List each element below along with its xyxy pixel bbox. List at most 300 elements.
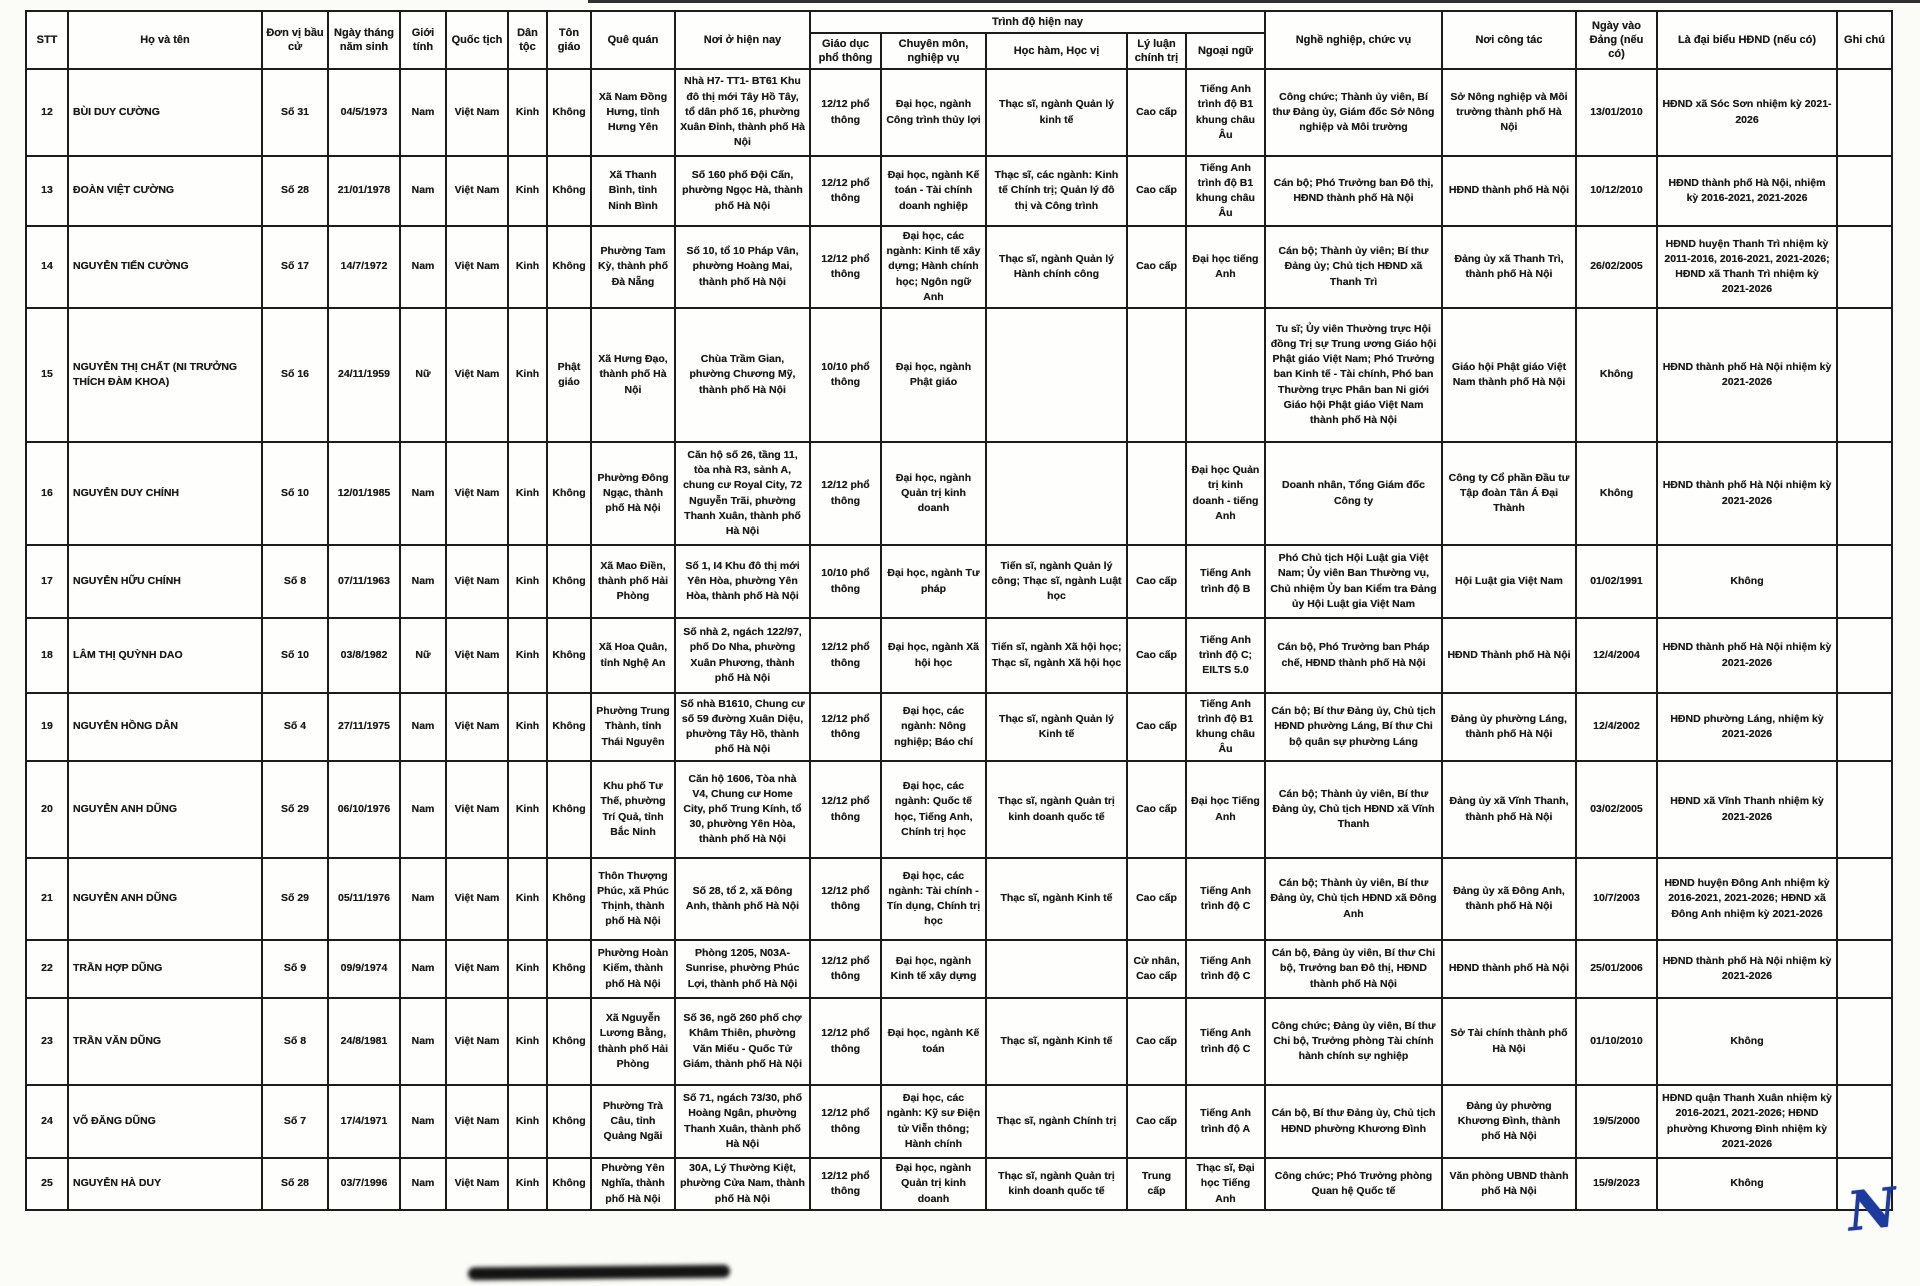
cell: Kinh: [508, 998, 547, 1085]
cell: Văn phòng UBND thành phố Hà Nội: [1442, 1158, 1576, 1210]
cell: Kinh: [508, 618, 547, 693]
delegates-table: [25, 10, 1893, 1211]
cell: Số 36, ngõ 260 phố chợ Khâm Thiên, phường Văn Miếu - Quốc Tử Giám, thành phố Hà Nội: [675, 998, 810, 1085]
cell: Không: [547, 693, 591, 761]
cell: Tiếng Anh trình độ B: [1186, 545, 1265, 618]
cell: 12/4/2002: [1576, 693, 1657, 761]
cell: Tu sĩ; Ủy viên Thường trực Hội đồng Trị sự Trung ương Giáo hội Phật giáo Việt Nam; Phó Trưởng ban Kinh tế - Tài chính, Phó ban Thường trực Phân ban Ni giới Giáo hội Phật giáo Việt Nam thành phố Hà Nội: [1265, 308, 1442, 442]
cell: 12/12 phổ thông: [810, 618, 881, 693]
cell: Không: [547, 442, 591, 545]
cell: Đại học Tiếng Anh: [1186, 761, 1265, 858]
cell: Cao cấp: [1127, 545, 1186, 618]
cell: Kinh: [508, 69, 547, 156]
cell: Số 31: [262, 69, 328, 156]
cell: 12/4/2004: [1576, 618, 1657, 693]
cell: [986, 442, 1127, 545]
table-row: [26, 761, 1892, 858]
cell: HĐND thành phố Hà Nội nhiệm kỳ 2021-2026: [1657, 308, 1837, 442]
cell: 12/12 phổ thông: [810, 69, 881, 156]
name-cell: NGUYỄN ANH DŨNG: [68, 858, 262, 940]
cell: Tiếng Anh trình độ B1 khung châu Âu: [1186, 156, 1265, 226]
cell: Đại học, ngành Kế toán - Tài chính doanh nghiệp: [881, 156, 986, 226]
cell: Khu phố Tư Thế, phường Trí Quả, tỉnh Bắc Ninh: [591, 761, 675, 858]
cell: 12/12 phổ thông: [810, 156, 881, 226]
name-cell: NGUYỄN DUY CHÍNH: [68, 442, 262, 545]
cell: 03/7/1996: [328, 1158, 400, 1210]
cell: Nam: [400, 69, 446, 156]
column-header: Học hàm, Học vị: [986, 33, 1127, 69]
cell: Đại học, ngành Quản trị kinh doanh: [881, 1158, 986, 1210]
cell: Không: [547, 761, 591, 858]
cell: Số 8: [262, 998, 328, 1085]
cell: 10/7/2003: [1576, 858, 1657, 940]
cell: Đại học tiếng Anh: [1186, 226, 1265, 308]
cell: Phường Hoàn Kiếm, thành phố Hà Nội: [591, 940, 675, 998]
cell: 26/02/2005: [1576, 226, 1657, 308]
cell: Cao cấp: [1127, 69, 1186, 156]
table-row: [26, 156, 1892, 226]
column-header: Là đại biểu HĐND (nếu có): [1657, 11, 1837, 69]
cell: HĐND xã Sóc Sơn nhiệm kỳ 2021-2026: [1657, 69, 1837, 156]
cell: Việt Nam: [446, 761, 508, 858]
cell: Không: [547, 998, 591, 1085]
table-header: [26, 11, 1892, 69]
cell: Số 7: [262, 1085, 328, 1158]
cell: Không: [1657, 545, 1837, 618]
column-header: Giới tính: [400, 11, 446, 69]
cell: Cao cấp: [1127, 156, 1186, 226]
cell: Việt Nam: [446, 226, 508, 308]
cell: Không: [547, 545, 591, 618]
table-row: [26, 693, 1892, 761]
cell: Số 17: [262, 226, 328, 308]
table-row: [26, 1158, 1892, 1210]
cell: Không: [547, 940, 591, 998]
cell: Cán bộ; Thành ủy viên, Bí thư Đảng ủy, Chủ tịch HĐND xã Đông Anh: [1265, 858, 1442, 940]
cell: 24/11/1959: [328, 308, 400, 442]
cell: 01/02/1991: [1576, 545, 1657, 618]
cell: Cán bộ; Bí thư Đảng ủy, Chủ tịch HĐND phường Láng, Bí thư Chi bộ quân sự phường Láng: [1265, 693, 1442, 761]
cell: Cử nhân, Cao cấp: [1127, 940, 1186, 998]
cell: Số 10, tổ 10 Pháp Vân, phường Hoàng Mai, thành phố Hà Nội: [675, 226, 810, 308]
cell: Việt Nam: [446, 858, 508, 940]
cell: 18: [26, 618, 68, 693]
cell: Giáo hội Phật giáo Việt Nam thành phố Hà Nội: [1442, 308, 1576, 442]
cell: Thạc sĩ, ngành Quản lý kinh tế: [986, 69, 1127, 156]
cell: Nữ: [400, 618, 446, 693]
table-row: [26, 940, 1892, 998]
cell: Đảng ủy phường Láng, thành phố Hà Nội: [1442, 693, 1576, 761]
column-header: Tôn giáo: [547, 11, 591, 69]
cell: 25: [26, 1158, 68, 1210]
cell: 17/4/1971: [328, 1085, 400, 1158]
cell: [1837, 761, 1892, 858]
cell: Số 28: [262, 156, 328, 226]
cell: 12: [26, 69, 68, 156]
name-cell: ĐOÀN VIỆT CƯỜNG: [68, 156, 262, 226]
cell: [1837, 442, 1892, 545]
cell: Nam: [400, 226, 446, 308]
cell: 30A, Lý Thường Kiệt, phường Cửa Nam, thành phố Hà Nội: [675, 1158, 810, 1210]
cell: 07/11/1963: [328, 545, 400, 618]
cell: HĐND thành phố Hà Nội nhiệm kỳ 2021-2026: [1657, 442, 1837, 545]
column-header: Họ và tên: [68, 11, 262, 69]
cell: [1837, 226, 1892, 308]
cell: 13/01/2010: [1576, 69, 1657, 156]
cell: 19/5/2000: [1576, 1085, 1657, 1158]
cell: 10/12/2010: [1576, 156, 1657, 226]
cell: Thạc sĩ, ngành Quản lý Hành chính công: [986, 226, 1127, 308]
cell: Đảng ủy xã Vĩnh Thanh, thành phố Hà Nội: [1442, 761, 1576, 858]
name-cell: TRẦN HỢP DŨNG: [68, 940, 262, 998]
cell: 24: [26, 1085, 68, 1158]
cell: Thôn Thượng Phúc, xã Phúc Thịnh, thành phố Hà Nội: [591, 858, 675, 940]
cell: Thạc sĩ, ngành Quản lý Kinh tế: [986, 693, 1127, 761]
cell: Sở Tài chính thành phố Hà Nội: [1442, 998, 1576, 1085]
cell: Xã Thanh Bình, tỉnh Ninh Bình: [591, 156, 675, 226]
cell: Số 1, I4 Khu đô thị mới Yên Hòa, phường Yên Hòa, thành phố Hà Nội: [675, 545, 810, 618]
cell: Tiến sĩ, ngành Quản lý công; Thạc sĩ, ngành Luật học: [986, 545, 1127, 618]
cell: Cán bộ; Thành ủy viên, Bí thư Đảng ủy, Chủ tịch HĐND xã Vĩnh Thanh: [1265, 761, 1442, 858]
cell: Số 8: [262, 545, 328, 618]
column-header: Lý luận chính trị: [1127, 33, 1186, 69]
cell: Không: [547, 858, 591, 940]
cell: Số nhà B1610, Chung cư số 59 đường Xuân Diệu, phường Tây Hồ, thành phố Hà Nội: [675, 693, 810, 761]
cell: Thạc sĩ, ngành Quản trị kinh doanh quốc tế: [986, 761, 1127, 858]
cell: Số 28: [262, 1158, 328, 1210]
cell: [1837, 156, 1892, 226]
cell: Trung cấp: [1127, 1158, 1186, 1210]
cell: Tiếng Anh trình độ C: [1186, 858, 1265, 940]
cell: Nam: [400, 998, 446, 1085]
cell: Nam: [400, 442, 446, 545]
cell: Không: [1657, 998, 1837, 1085]
cell: Việt Nam: [446, 308, 508, 442]
cell: Thạc sĩ, các ngành: Kinh tế Chính trị; Quản lý đô thị và Công trình: [986, 156, 1127, 226]
cell: HĐND huyện Đông Anh nhiệm kỳ 2016-2021, 2021-2026; HĐND xã Đông Anh nhiệm kỳ 2021-2026: [1657, 858, 1837, 940]
table-row: [26, 1085, 1892, 1158]
column-header: Nghề nghiệp, chức vụ: [1265, 11, 1442, 69]
cell: Đại học, ngành Kế toán: [881, 998, 986, 1085]
cell: Số 71, ngách 73/30, phố Hoàng Ngân, phường Thanh Xuân, thành phố Hà Nội: [675, 1085, 810, 1158]
name-cell: NGUYỄN ANH DŨNG: [68, 761, 262, 858]
cell: Phường Trung Thành, tỉnh Thái Nguyên: [591, 693, 675, 761]
cell: [1127, 442, 1186, 545]
cell: Kinh: [508, 693, 547, 761]
cell: Thạc sĩ, ngành Quản trị kinh doanh quốc tế: [986, 1158, 1127, 1210]
name-cell: NGUYỄN HỮU CHÍNH: [68, 545, 262, 618]
cell: 09/9/1974: [328, 940, 400, 998]
cell: Thạc sĩ, Đại học Tiếng Anh: [1186, 1158, 1265, 1210]
cell: Nam: [400, 1085, 446, 1158]
name-cell: LÂM THỊ QUỲNH DAO: [68, 618, 262, 693]
cell: Cán bộ; Thành ủy viên; Bí thư Đảng ủy; Chủ tịch HĐND xã Thanh Trì: [1265, 226, 1442, 308]
cell: Việt Nam: [446, 693, 508, 761]
cell: Nam: [400, 761, 446, 858]
cell: Phường Trà Câu, tỉnh Quảng Ngãi: [591, 1085, 675, 1158]
cell: Xã Nguyễn Lương Bằng, thành phố Hải Phòng: [591, 998, 675, 1085]
cell: Căn hộ 1606, Tòa nhà V4, Chung cư Home City, phố Trung Kính, tổ 30, phường Yên Hòa, thành phố Hà Nội: [675, 761, 810, 858]
cell: Doanh nhân, Tổng Giám đốc Công ty: [1265, 442, 1442, 545]
cell: 14/7/1972: [328, 226, 400, 308]
cell: 12/12 phổ thông: [810, 1085, 881, 1158]
cell: Đại học, các ngành: Kinh tế xây dựng; Hành chính học; Ngôn ngữ Anh: [881, 226, 986, 308]
cell: Sở Nông nghiệp và Môi trường thành phố Hà Nội: [1442, 69, 1576, 156]
cell: Tiếng Anh trình độ C: [1186, 998, 1265, 1085]
cell: Cán bộ, Phó Trưởng ban Pháp chế, HĐND thành phố Hà Nội: [1265, 618, 1442, 693]
cell: Việt Nam: [446, 545, 508, 618]
cell: [986, 940, 1127, 998]
cell: Nam: [400, 545, 446, 618]
cell: 12/12 phổ thông: [810, 998, 881, 1085]
cell: Việt Nam: [446, 1085, 508, 1158]
cell: [1837, 69, 1892, 156]
cell: 27/11/1975: [328, 693, 400, 761]
cell: 15: [26, 308, 68, 442]
cell: 03/8/1982: [328, 618, 400, 693]
cell: Kinh: [508, 156, 547, 226]
cell: Đại học, các ngành: Kỹ sư Điện tử Viễn thông; Hành chính: [881, 1085, 986, 1158]
cell: 15/9/2023: [1576, 1158, 1657, 1210]
cell: Tiếng Anh trình độ C: [1186, 940, 1265, 998]
scan-smudge-artifact: [468, 1265, 730, 1281]
cell: Không: [1576, 442, 1657, 545]
cell: [1837, 545, 1892, 618]
cell: Đại học, ngành Kinh tế xây dựng: [881, 940, 986, 998]
cell: 12/12 phổ thông: [810, 940, 881, 998]
cell: 10/10 phổ thông: [810, 545, 881, 618]
cell: Cán bộ; Phó Trưởng ban Đô thị, HĐND thành phố Hà Nội: [1265, 156, 1442, 226]
cell: Cao cấp: [1127, 226, 1186, 308]
cell: Kinh: [508, 226, 547, 308]
cell: 22: [26, 940, 68, 998]
cell: Không: [547, 69, 591, 156]
cell: Cán bộ, Bí thư Đảng ủy, Chủ tịch HĐND phường Khương Đình: [1265, 1085, 1442, 1158]
table-row: [26, 442, 1892, 545]
name-cell: NGUYỄN THỊ CHẤT (NI TRƯỞNG THÍCH ĐÀM KHOA): [68, 308, 262, 442]
cell: Không: [547, 1158, 591, 1210]
cell: Công ty Cổ phần Đầu tư Tập đoàn Tân Á Đại Thành: [1442, 442, 1576, 545]
cell: Việt Nam: [446, 618, 508, 693]
cell: HĐND phường Láng, nhiệm kỳ 2021-2026: [1657, 693, 1837, 761]
cell: Đại học, các ngành: Quốc tế học, Tiếng Anh, Chính trị học: [881, 761, 986, 858]
cell: Tiếng Anh trình độ A: [1186, 1085, 1265, 1158]
cell: Kinh: [508, 1158, 547, 1210]
cell: 06/10/1976: [328, 761, 400, 858]
cell: 19: [26, 693, 68, 761]
cell: Nữ: [400, 308, 446, 442]
cell: [1837, 1085, 1892, 1158]
cell: Không: [547, 618, 591, 693]
signature-initial: N: [1844, 1174, 1901, 1244]
cell: Việt Nam: [446, 156, 508, 226]
cell: Số 10: [262, 442, 328, 545]
cell: HĐND xã Vĩnh Thanh nhiệm kỳ 2021-2026: [1657, 761, 1837, 858]
cell: [1837, 940, 1892, 998]
column-header: Ngày vào Đảng (nếu có): [1576, 11, 1657, 69]
column-header: STT: [26, 11, 68, 69]
cell: HĐND thành phố Hà Nội: [1442, 940, 1576, 998]
cell: 12/12 phổ thông: [810, 442, 881, 545]
column-header: Nơi ở hiện nay: [675, 11, 810, 69]
cell: Phường Tam Kỳ, thành phố Đà Nẵng: [591, 226, 675, 308]
cell: Không: [547, 1085, 591, 1158]
cell: Tiếng Anh trình độ B1 khung châu Âu: [1186, 693, 1265, 761]
column-group-header: Trình độ hiện nay: [810, 11, 1265, 33]
cell: 17: [26, 545, 68, 618]
cell: Đảng ủy xã Thanh Trì, thành phố Hà Nội: [1442, 226, 1576, 308]
cell: Đại học, ngành Quản trị kinh doanh: [881, 442, 986, 545]
cell: 12/12 phổ thông: [810, 693, 881, 761]
table-row: [26, 69, 1892, 156]
cell: Kinh: [508, 761, 547, 858]
cell: Đại học, ngành Công trình thủy lợi: [881, 69, 986, 156]
name-cell: BÙI DUY CƯỜNG: [68, 69, 262, 156]
cell: Công chức; Phó Trưởng phòng Quan hệ Quốc tế: [1265, 1158, 1442, 1210]
cell: Việt Nam: [446, 69, 508, 156]
cell: Không: [547, 156, 591, 226]
cell: [1837, 308, 1892, 442]
cell: Đại học, ngành Phật giáo: [881, 308, 986, 442]
table-row: [26, 998, 1892, 1085]
cell: Việt Nam: [446, 940, 508, 998]
cell: Hội Luật gia Việt Nam: [1442, 545, 1576, 618]
cell: Tiếng Anh trình độ C; EILTS 5.0: [1186, 618, 1265, 693]
column-header: Quê quán: [591, 11, 675, 69]
table-row: [26, 226, 1892, 308]
cell: Nam: [400, 693, 446, 761]
cell: 12/12 phổ thông: [810, 226, 881, 308]
name-cell: NGUYỄN HÀ DUY: [68, 1158, 262, 1210]
cell: Kinh: [508, 545, 547, 618]
cell: Số 10: [262, 618, 328, 693]
name-cell: NGUYỄN TIẾN CƯỜNG: [68, 226, 262, 308]
cell: Số 4: [262, 693, 328, 761]
cell: Số 16: [262, 308, 328, 442]
cell: 21/01/1978: [328, 156, 400, 226]
cell: Xã Nam Đồng Hưng, tỉnh Hưng Yên: [591, 69, 675, 156]
cell: Kinh: [508, 858, 547, 940]
cell: Đại học Quản trị kinh doanh - tiếng Anh: [1186, 442, 1265, 545]
cell: Cao cấp: [1127, 761, 1186, 858]
cell: Phật giáo: [547, 308, 591, 442]
cell: Cao cấp: [1127, 1085, 1186, 1158]
cell: 04/5/1973: [328, 69, 400, 156]
cell: Xã Hoa Quân, tỉnh Nghệ An: [591, 618, 675, 693]
cell: Phường Đông Ngạc, thành phố Hà Nội: [591, 442, 675, 545]
cell: 03/02/2005: [1576, 761, 1657, 858]
cell: Số 29: [262, 761, 328, 858]
cell: HĐND quận Thanh Xuân nhiệm kỳ 2016-2021, 2021-2026; HĐND phường Khương Đình nhiệm kỳ 2021-2026: [1657, 1085, 1837, 1158]
cell: Đại học, các ngành: Nông nghiệp; Báo chí: [881, 693, 986, 761]
cell: 12/12 phổ thông: [810, 858, 881, 940]
cell: Nam: [400, 940, 446, 998]
cell: Cao cấp: [1127, 998, 1186, 1085]
scan-edge-artifact: [588, 0, 1920, 3]
cell: Cán bộ, Đảng ủy viên, Bí thư Chi bộ, Trưởng ban Đô thị, HĐND thành phố Hà Nội: [1265, 940, 1442, 998]
cell: 13: [26, 156, 68, 226]
cell: Tiến sĩ, ngành Xã hội học; Thạc sĩ, ngành Xã hội học: [986, 618, 1127, 693]
table-row: [26, 545, 1892, 618]
table-body: [26, 69, 1892, 1210]
column-header: Chuyên môn, nghiệp vụ: [881, 33, 986, 69]
column-header: Giáo dục phổ thông: [810, 33, 881, 69]
cell: Công chức; Thành ủy viên, Bí thư Đảng ủy, Giám đốc Sở Nông nghiệp và Môi trường: [1265, 69, 1442, 156]
cell: Cao cấp: [1127, 618, 1186, 693]
column-header: Dân tộc: [508, 11, 547, 69]
column-header: Ghi chú: [1837, 11, 1892, 69]
cell: Không: [547, 226, 591, 308]
cell: Thạc sĩ, ngành Chính trị: [986, 1085, 1127, 1158]
cell: Căn hộ số 26, tầng 11, tòa nhà R3, sảnh A, chung cư Royal City, 72 Nguyễn Trãi, phường Thanh Xuân, thành phố Hà Nội: [675, 442, 810, 545]
cell: 14: [26, 226, 68, 308]
column-header: Ngoại ngữ: [1186, 33, 1265, 69]
column-header: Đơn vị bầu cử: [262, 11, 328, 69]
name-cell: VÕ ĐĂNG DŨNG: [68, 1085, 262, 1158]
cell: [1837, 618, 1892, 693]
cell: 16: [26, 442, 68, 545]
cell: 10/10 phổ thông: [810, 308, 881, 442]
cell: 25/01/2006: [1576, 940, 1657, 998]
cell: Việt Nam: [446, 442, 508, 545]
cell: Nam: [400, 1158, 446, 1210]
table-row: [26, 308, 1892, 442]
cell: Phó Chủ tịch Hội Luật gia Việt Nam; Ủy viên Ban Thường vụ, Chủ nhiệm Ủy ban Kiểm tra Đảng ủy Hội Luật gia Việt Nam: [1265, 545, 1442, 618]
cell: Xã Mao Điền, thành phố Hải Phòng: [591, 545, 675, 618]
cell: Đại học, ngành Xã hội học: [881, 618, 986, 693]
cell: Tiếng Anh trình độ B1 khung châu Âu: [1186, 69, 1265, 156]
cell: Nhà H7- TT1- BT61 Khu đô thị mới Tây Hồ Tây, tổ dân phố 16, phường Xuân Đỉnh, thành phố Hà Nội: [675, 69, 810, 156]
cell: [1837, 858, 1892, 940]
cell: Không: [1657, 1158, 1837, 1210]
cell: Cao cấp: [1127, 693, 1186, 761]
cell: 12/12 phổ thông: [810, 761, 881, 858]
cell: 05/11/1976: [328, 858, 400, 940]
cell: [1837, 693, 1892, 761]
cell: Kinh: [508, 308, 547, 442]
cell: Thạc sĩ, ngành Kinh tế: [986, 998, 1127, 1085]
column-header: Quốc tịch: [446, 11, 508, 69]
cell: [1127, 308, 1186, 442]
cell: 24/8/1981: [328, 998, 400, 1085]
cell: Chùa Trầm Gian, phường Chương Mỹ, thành phố Hà Nội: [675, 308, 810, 442]
name-cell: NGUYỄN HỒNG DÂN: [68, 693, 262, 761]
cell: Số 29: [262, 858, 328, 940]
name-cell: TRẦN VĂN DŨNG: [68, 998, 262, 1085]
cell: 01/10/2010: [1576, 998, 1657, 1085]
cell: HĐND thành phố Hà Nội: [1442, 156, 1576, 226]
table-row: [26, 618, 1892, 693]
cell: HĐND thành phố Hà Nội, nhiệm kỳ 2016-2021, 2021-2026: [1657, 156, 1837, 226]
cell: HĐND thành phố Hà Nội nhiệm kỳ 2021-2026: [1657, 940, 1837, 998]
cell: Công chức; Đảng ủy viên, Bí thư Chi bộ, Trưởng phòng Tài chính hành chính sự nghiệp: [1265, 998, 1442, 1085]
cell: Nam: [400, 156, 446, 226]
cell: HĐND huyện Thanh Trì nhiệm kỳ 2011-2016, 2016-2021, 2021-2026; HĐND xã Thanh Trì nhiệm kỳ 2021-2026: [1657, 226, 1837, 308]
cell: Đảng ủy phường Khương Đình, thành phố Hà Nội: [1442, 1085, 1576, 1158]
cell: 21: [26, 858, 68, 940]
cell: Đại học, các ngành: Tài chính - Tín dụng, Chính trị học: [881, 858, 986, 940]
cell: Xã Hưng Đạo, thành phố Hà Nội: [591, 308, 675, 442]
cell: [1186, 308, 1265, 442]
cell: Đại học, ngành Tư pháp: [881, 545, 986, 618]
cell: Phường Yên Nghĩa, thành phố Hà Nội: [591, 1158, 675, 1210]
cell: HĐND Thành phố Hà Nội: [1442, 618, 1576, 693]
cell: 23: [26, 998, 68, 1085]
cell: Kinh: [508, 940, 547, 998]
cell: Số nhà 2, ngách 122/97, phố Do Nha, phường Xuân Phương, thành phố Hà Nội: [675, 618, 810, 693]
cell: Phòng 1205, N03A-Sunrise, phường Phúc Lợi, thành phố Hà Nội: [675, 940, 810, 998]
cell: Không: [1576, 308, 1657, 442]
